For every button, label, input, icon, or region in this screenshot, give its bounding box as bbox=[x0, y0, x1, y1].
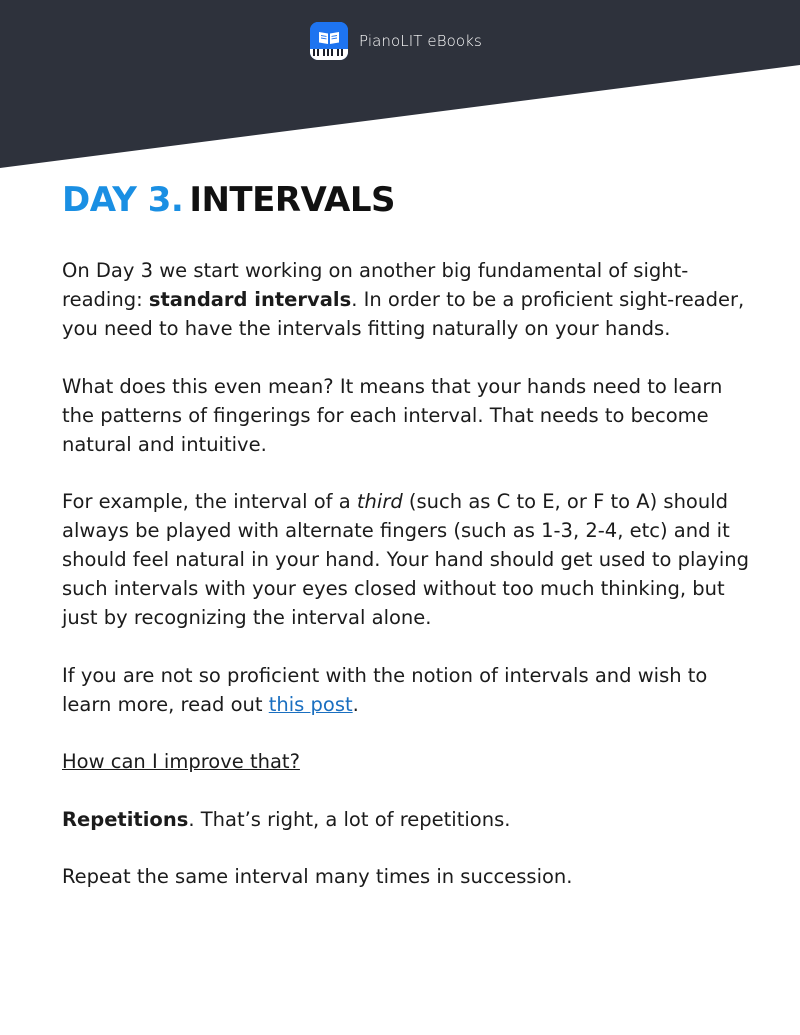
this-post-link[interactable]: this post bbox=[268, 692, 353, 716]
paragraph-learn-more bbox=[62, 661, 752, 719]
paragraph-text: . That’s right, a lot of repetitions. bbox=[188, 807, 511, 831]
bold-term: Repetitions bbox=[62, 807, 189, 831]
paragraph-meaning: What does this even mean? It means that your hands need to learn the patterns of fingerings for each interval. That needs to become natural and intuitive. bbox=[62, 374, 723, 456]
page-title bbox=[62, 180, 395, 220]
paragraph-text: If you are not so proficient with the notion of intervals and wish to learn more, read out bbox=[62, 663, 708, 716]
italic-term: third bbox=[356, 490, 403, 513]
subheading-question: How can I improve that? bbox=[62, 750, 300, 773]
brand-name: PianoLIT eBooks bbox=[359, 32, 482, 50]
title-day: DAY 3. bbox=[62, 180, 184, 220]
bold-term: standard intervals bbox=[148, 288, 352, 311]
paragraph-text: . bbox=[352, 692, 359, 716]
paragraph-text: On Day 3 we start working on another big fundamental of sight-reading: bbox=[62, 259, 689, 311]
paragraph-text: For example, the interval of a bbox=[62, 490, 357, 513]
paragraph-text: (such as C to E, or F to A) should always be played with alternate fingers (such as 1-3, 2-4, etc) and it should feel natural in your hand. Your hand should get used to playing such intervals with your eyes closed without too much thinking, but just by recognizing the interval alone. bbox=[62, 490, 750, 629]
brand bbox=[310, 22, 482, 60]
paragraph-repeat: Repeat the same interval many times in succession. bbox=[62, 865, 573, 888]
paragraph-intro bbox=[62, 256, 752, 343]
paragraph-text: . In order to be a proficient sight-reader, you need to have the intervals fitting naturally on your hands. bbox=[62, 288, 745, 340]
article-body bbox=[62, 256, 752, 920]
title-topic: INTERVALS bbox=[189, 180, 395, 220]
paragraph-example bbox=[62, 487, 752, 632]
piano-book-icon bbox=[310, 22, 348, 60]
paragraph-repetitions bbox=[62, 805, 752, 834]
